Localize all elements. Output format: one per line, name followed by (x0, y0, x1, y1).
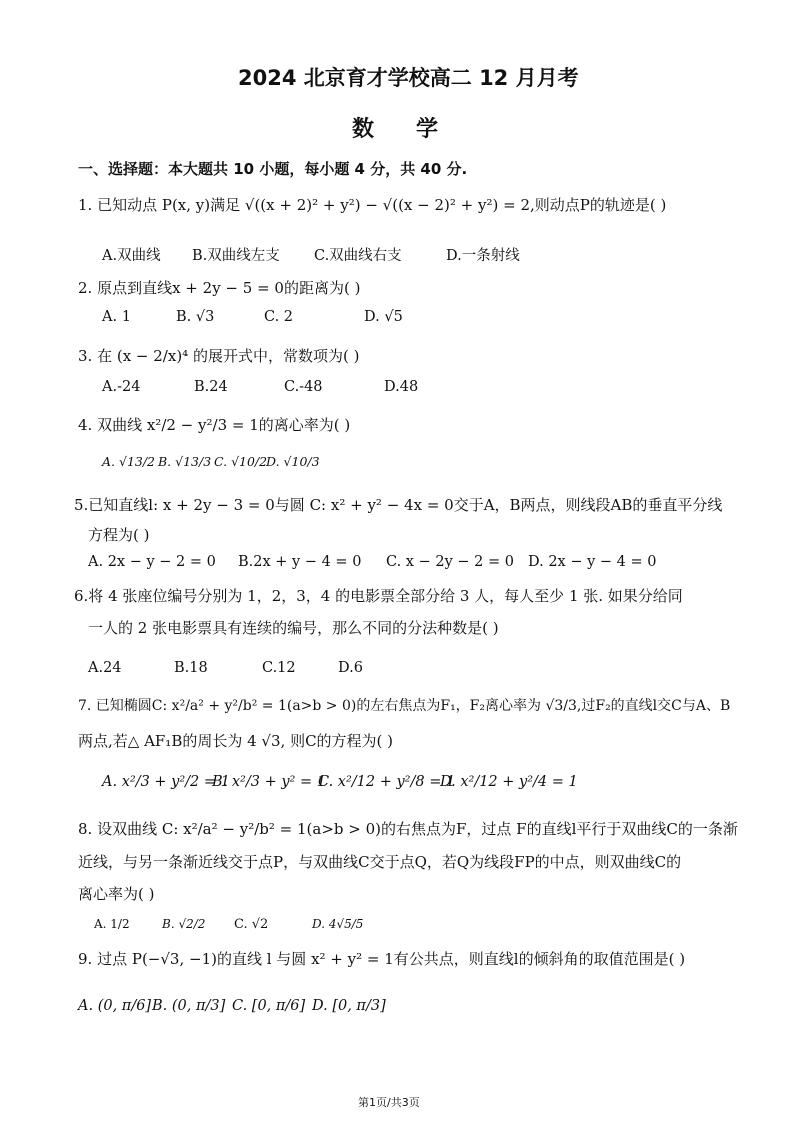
subject-title: 数学 (352, 117, 481, 142)
question-6-stem-line-1: 6.将 4 张座位编号分别为 1，2，3，4 的电影票全部分给 3 人，每人至少 1 张. 如果分给同 (74, 587, 683, 605)
question-8-option-d: D. 4√5/5 (312, 917, 364, 931)
question-8-stem-line-1: 8. 设双曲线 C: x²/a² − y²/b² = 1(a>b > 0)的右焦点为F，过点 F的直线l平行于双曲线C的一条渐 (78, 820, 738, 838)
question-6-stem-line-2: 一人的 2 张电影票具有连续的编号，那么不同的分法种数是( ) (88, 619, 499, 637)
question-3-option-a: A.-24 (102, 379, 141, 395)
question-7-option-c: C. x²/12 + y²/8 = 1 (318, 774, 456, 790)
question-6-option-b: B.18 (174, 660, 208, 676)
question-9-option-b: B. (0, π/3] (152, 998, 226, 1014)
question-4-option-b: B. √13/3 (158, 454, 212, 469)
question-9-stem: 9. 过点 P(−√3, −1)的直线 l 与圆 x² + y² = 1有公共点，则直线l的倾斜角的取值范围是( ) (78, 950, 686, 968)
question-4-stem: 4. 双曲线 x²/2 − y²/3 = 1的离心率为( ) (78, 416, 351, 434)
question-2-stem: 2. 原点到直线x + 2y − 5 = 0的距离为( ) (78, 279, 361, 297)
question-5-stem-line-2: 方程为( ) (88, 526, 150, 544)
question-2-option-c: C. 2 (264, 309, 294, 325)
question-8-stem-line-3: 离心率为( ) (78, 885, 155, 903)
question-7-stem-line-2: 两点,若△ AF₁B的周长为 4 √3, 则C的方程为( ) (78, 732, 394, 750)
exam-title: 2024 北京育才学校高二 12 月月考 (238, 66, 579, 90)
question-3-option-b: B.24 (194, 379, 228, 395)
question-5-option-d: D. 2x − y − 4 = 0 (528, 554, 657, 570)
question-5-option-b: B.2x + y − 4 = 0 (238, 554, 362, 570)
question-7-option-a: A. x²/3 + y²/2 = 1 (102, 774, 230, 790)
question-1-option-b: B.双曲线左支 (192, 248, 280, 264)
question-4-option-d: D. √10/3 (266, 454, 320, 469)
question-1-option-d: D.一条射线 (446, 248, 520, 264)
question-7-option-b: B. x²/3 + y² = 1 (212, 774, 326, 790)
question-5-option-c: C. x − 2y − 2 = 0 (386, 554, 514, 570)
question-5-option-a: A. 2x − y − 2 = 0 (88, 554, 216, 570)
question-4-option-c: C. √10/2 (214, 454, 268, 469)
question-8-option-b: B. √2/2 (162, 917, 206, 931)
question-2-option-d: D. √5 (364, 309, 403, 325)
question-2-option-a: A. 1 (102, 309, 131, 325)
question-6-option-a: A.24 (88, 660, 122, 676)
question-9-option-a: A. (0, π/6] (78, 998, 152, 1014)
question-3-option-d: D.48 (384, 379, 419, 395)
question-7-stem-line-1: 7. 已知椭圆C: x²/a² + y²/b² = 1(a>b > 0)的左右焦点为F₁，F₂离心率为 √3/3,过F₂的直线l交C与A、B (78, 698, 731, 714)
question-3-stem: 3. 在 (x − 2/x)⁴ 的展开式中，常数项为( ) (78, 347, 360, 365)
question-5-stem-line-1: 5.已知直线l: x + 2y − 3 = 0与圆 C: x² + y² − 4x = 0交于A，B两点，则线段AB的垂直平分线 (74, 496, 723, 514)
question-9-option-c: C. [0, π/6] (232, 998, 306, 1014)
question-1-option-c: C.双曲线右支 (314, 248, 402, 264)
question-2-option-b: B. √3 (176, 309, 215, 325)
question-3-option-c: C.-48 (284, 379, 323, 395)
question-4-option-a: A. √13/2 (102, 454, 156, 469)
question-6-option-d: D.6 (338, 660, 363, 676)
question-9-option-d: D. [0, π/3] (312, 998, 386, 1014)
question-8-option-c: C. √2 (234, 917, 269, 932)
question-7-option-d: D. x²/12 + y²/4 = 1 (440, 774, 578, 790)
section-heading: 一、选择题：本大题共 10 小题，每小题 4 分，共 40 分. (78, 160, 468, 178)
question-8-stem-line-2: 近线，与另一条渐近线交于点P，与双曲线C交于点Q，若Q为线段FP的中点，则双曲线C的 (78, 853, 682, 871)
question-6-option-c: C.12 (262, 660, 296, 676)
question-8-option-a: A. 1/2 (94, 917, 130, 931)
question-1-stem: 1. 已知动点 P(x, y)满足 √((x + 2)² + y²) − √((x − 2)² + y²) = 2,则动点P的轨迹是( ) (78, 196, 667, 214)
page-number: 第1页/共3页 (358, 1096, 420, 1109)
question-1-option-a: A.双曲线 (102, 248, 161, 264)
